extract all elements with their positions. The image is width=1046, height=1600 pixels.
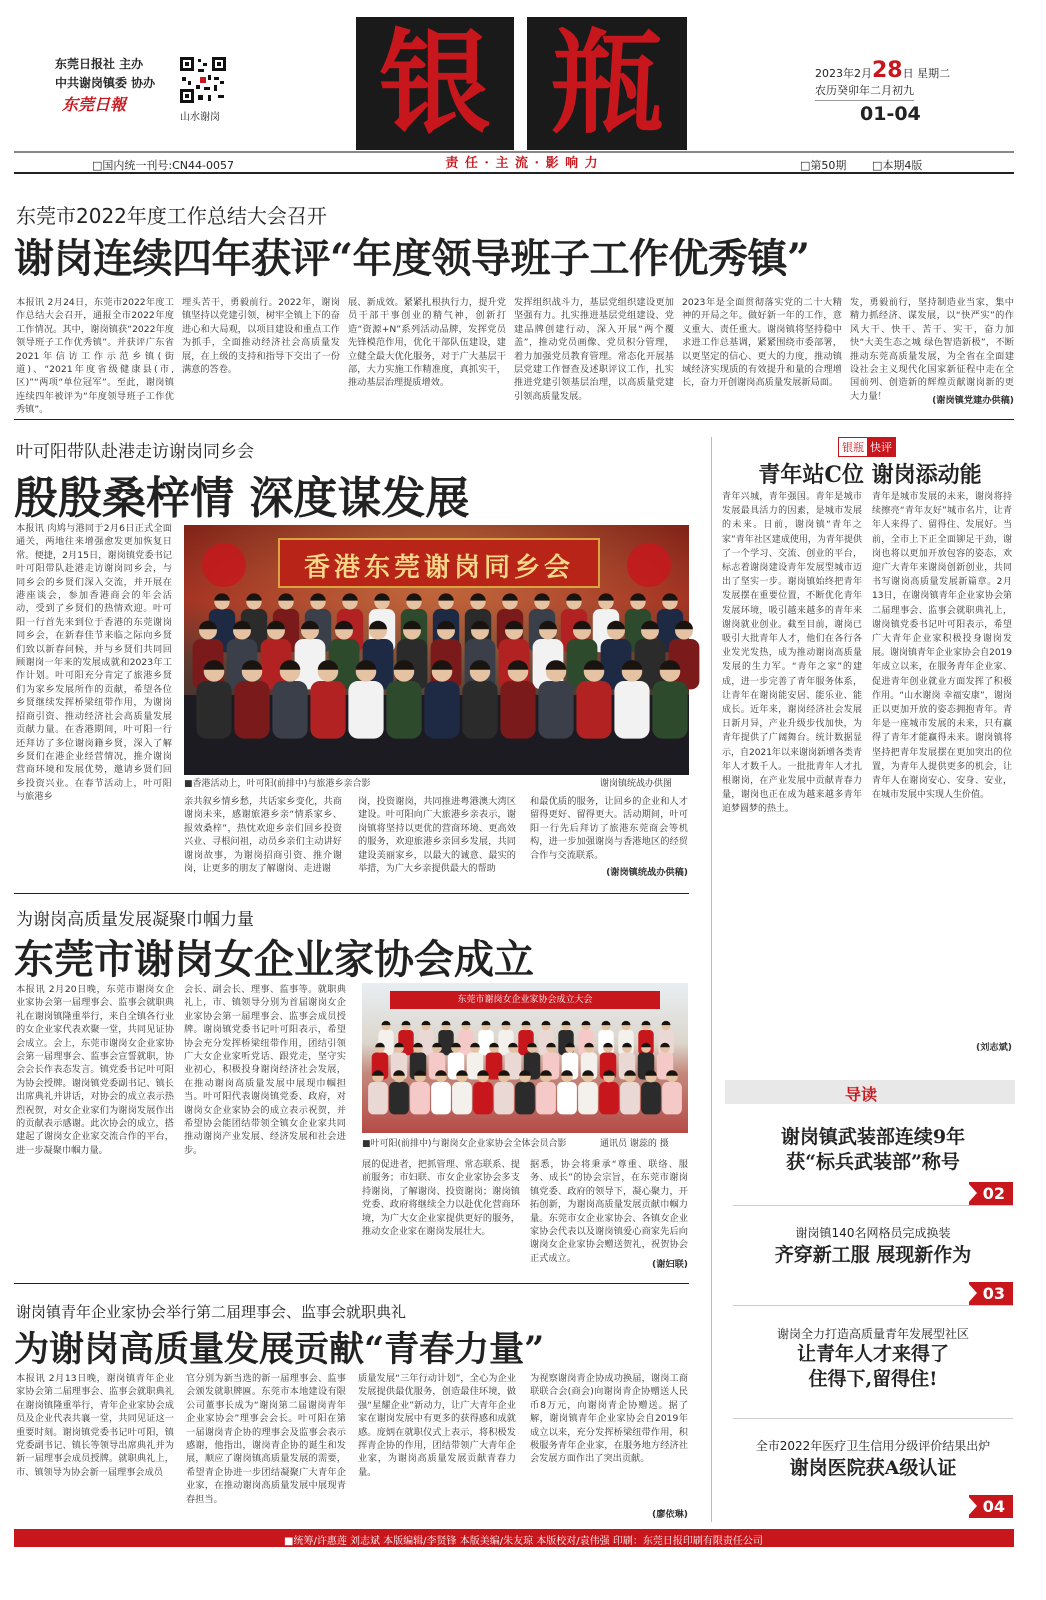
guide-item-2-kicker: 谢岗镇140名网格员完成换装 [795,1226,951,1240]
article3-photo-caption: ■叶可阳(前排中)与谢岗女企业家协会全体会员合影 [362,1139,567,1149]
date-prefix: 2023年2月 [815,67,872,80]
article1-col-4: 发挥组织战斗力，基层党组织建设更加坚强有力。扎实推进基层党组建设、党建品牌创建行动，深入开展“两个覆盖”，推动党员画像、党员积分管理，着力加强党员教育管理。常态化开展基层党建工作督查及述职评议工作，扎实推进党建引领基层治理，以高质量党建引领高质量发展。 [514,297,674,402]
article1-kicker: 东莞市2022年度工作总结大会召开 [16,204,327,228]
guide-item-3-line2: 住得下,留得住! [808,1368,938,1390]
masthead-title-char-2: 瓶 [551,17,663,149]
article4-credit: (廖依琳) [652,1509,688,1520]
newspaper-logo: 东莞日報 [62,95,127,114]
article1-headline: 谢岗连续四年获评“年度领导班子工作优秀镇” [14,235,810,282]
section-divider-2 [14,893,689,894]
article1-col-3: 展、新成效。紧紧扎根执行力，提升党员干部干事创业的精气神，创新打造“资源+N”系列活动品牌，发挥党员先锋模范作用，优化干部队伍建设，建立健全最大优化服务，对于广大基层干部，大力实施工作精准度，真抓实干，推动基层治理提质增效。 [348,297,506,389]
masthead-title-char-1: 银 [379,17,491,149]
article3-kicker: 为谢岗高质量发展凝聚巾帼力量 [16,910,254,930]
article1-credit: (谢岗镇党建办供稿) [932,395,1014,406]
article3-photo-credit: 通讯员 谢蕊的 摄 [600,1139,669,1149]
article4-col-1: 本报讯 2月13日晚，谢岗镇青年企业家协会第二届理事会、监事会就职典礼在谢岗镇隆重举行，青年企业家协会成员及企业代表共襄一堂，共同见证这一重要时刻。谢岗镇党委书记叶可阳，镇党委副书记、镇长等领导出席典礼并为新一届理事会成员授牌。就职典礼上，市、镇领导为协会新一届理事会成员 [16,1373,174,1478]
guide-item-3[interactable] [733,1326,1013,1419]
article2-credit: (谢岗镇统战办供稿) [606,867,688,878]
guide-item-3-kicker: 谢岗全力打造高质量青年发展型社区 [776,1327,969,1341]
article4-col-3: 质量发展“三年行动计划”，全心为企业发展提供最优服务，创造最佳环境，做强“星耀企业”新动力，让广大青年企业家在谢岗发展中有更多的获得感和成就感。庞炳在就职仪式上表示，将积极发挥青企协的作用，团结带领广大青年企业家，为谢岗高质量发展贡献青春力量。 [358,1373,516,1478]
guide-item-4[interactable] [733,1438,1013,1518]
page-range: 01-04 [860,103,921,125]
article4-col-2: 官分别为新当选的新一届理事会、监事会颁发就职牌匾。东莞市本地建设有限公司董事长成为“谢岗第二届谢岗青年企业家协会”理事会会长。叶可阳在第一届谢岗青企协的理事会及监事会表示感谢，他指出，谢岗青企协的诞生和发展，顺应了谢岗镇高质量发展的需要，希望青企协进一步团结凝聚广大青年企业家，在推动谢岗高质量发展中展现青春担当。 [186,1373,346,1505]
lunar-date: 农历癸卯年二月初九 [815,82,914,101]
masthead-block-2 [527,17,687,150]
guide-item-2-line1: 齐穿新工服 展现新作为 [774,1244,972,1266]
hk-group-photo [184,525,689,775]
article3-credit: (谢妇联) [652,1259,688,1270]
guide-title-box [725,1080,1015,1104]
article3-col-4: 据悉，协会将秉承“尊重、联络、服务、成长”的协会宗旨，在东莞市谢岗镇党委、政府的领导下，凝心聚力，开拓创新，为谢岗高质量发展贡献巾帼力量。东莞市女企业家协会、各镇女企业家协会代表以及谢岗镇爱心商家先后向谢岗女企业家协会赠送贺礼，祝贺协会正式成立。 [530,1159,688,1264]
article1-col-5: 2023年是全面贯彻落实党的二十大精神的开局之年。做好新一年的工作，意义重大、责任重大。谢岗镇将坚持稳中求进工作总基调，紧紧围绕市委部署，以更坚定的信心、更大的力度，推动镇域经济实现质的有效提升和量的合理增长，奋力开创谢岗高质量发展新局面。 [682,297,842,389]
masthead-rule [14,151,1014,153]
sidebar-vertical-rule [711,437,712,1522]
article2-photo-caption: ■香港活动上，叶可阳(前排中)与旅港乡亲合影 [184,779,371,789]
guide-item-1-line1: 谢岗镇武装部连续9年 [780,1126,966,1148]
commentary-tag-right: 快评 [867,438,895,456]
edition-count: □本期4版 [872,159,923,172]
date-line [815,58,950,83]
date-day: 28 [872,58,903,83]
article3-headline: 东莞市谢岗女企业家协会成立 [14,936,534,983]
masthead-bottom-rule [14,172,1014,174]
women-banner: 东莞市谢岗女企业家协会成立大会 [390,991,660,1009]
article2-headline: 殷殷桑梓情 深度谋发展 [14,473,470,524]
guide-item-1-page[interactable]: 02 [969,1182,1013,1205]
guide-title: 导读 [845,1085,878,1104]
guide-item-2[interactable] [733,1225,1013,1306]
masthead-slogan: 责 任 · 主 流 · 影 响 力 [445,156,599,171]
guide-item-3-line1: 让青年人才来得了 [796,1343,949,1365]
article4-headline: 为谢岗高质量发展贡献“青春力量” [14,1329,545,1370]
article2-photo-credit: 谢岗镇统战办供图 [600,779,673,789]
qr-code-icon [178,55,228,105]
section-divider-1 [14,419,1014,420]
women-association-photo [362,983,688,1133]
article2-col-1: 本报讯 肉鸠与港同于2月6日正式全面通关，两地往来增强愈发更加恢复日常。便捷，2月15日，谢岗镇党委书记叶可阳带队赴港走访谢岗同乡会，与同乡会的乡贤们深入交流，并开展在港座谈会，参加香港商会的年会活动，受到了乡贤们的热情欢迎。叶可阳一行首先来到位于香港的东莞谢岗同乡会，在新春佳节来临之际向乡贤们致以新春问候，并与乡贤们共同回顾谢岗一年来的发展成就和2023年工作计划。叶可阳充分肯定了旅港乡贤们为家乡发展所作的贡献，希望各位乡贤继续发挥桥梁纽带作用，为谢岗招商引资、推动经济社会高质量发展贡献力量。在香港期间，叶可阳一行还拜访了多位谢岗籍乡贤，深入了解乡贤们在港企业经营情况，推介谢岗营商环境和发展优势，邀请乡贤们回乡投资兴业。在春节活动上，叶可阳与旅港乡 [16,523,172,803]
article2-col-3: 岗，投资谢岗，共同推进粤港澳大湾区建设。叶可阳向广大旅港乡亲表示，谢岗镇将坚持以更优的营商环境、更高效的服务，欢迎旅港乡亲回乡发展，共同建设美丽家乡，以最大的诚意、最实的举措，为广大乡亲提供最大的帮助 [358,796,516,875]
article1-col-1: 本报讯 2月24日，东莞市2022年度工作总结大会召开，通报全市2022年度工作情况。其中，谢岗镇获“2022年度领导班子工作优秀镇”。并获评广东省2021年信访工作示范乡镇(街道)、“2021年度省级健康县(市,区)”“两项“单位冠军”。至此，谢岗镇连续四年被评为“年度领导班子工作优秀镇”。 [16,297,174,416]
commentary-tag-left: 银瓶 [842,441,864,454]
sidebar-headline: 青年站C位 谢岗添动能 [758,462,982,488]
issue-number: □第50期 [800,159,847,172]
guide-item-1[interactable] [733,1125,1013,1206]
section-divider-3 [14,1283,689,1284]
article3-col-3: 展的促进者，把抓管理、常态联系、提前服务；市妇联、市女企业家协会多支持谢岗，了解谢岗、投资谢岗；谢岗镇党委、政府将继续全力以赴优化营商环境，为广大女企业家提供更好的服务，推动女企业家在谢岗发展壮大。 [362,1159,520,1238]
guide-item-4-page[interactable]: 04 [969,1495,1013,1518]
article1-col-2: 埋头苦干，勇毅前行。2022年，谢岗镇坚持以党建引领，树牢全镇上下的奋进心和大局观，以项目建设和重点工作为抓手，全面推动经济社会高质量发展，在上级的支持和指导下交出了一份满意的答卷。 [182,297,340,376]
hk-banner-text: 香港东莞谢岗同乡会 [303,553,574,583]
footer-bar [14,1529,1014,1547]
article4-kicker: 谢岗镇青年企业家协会举行第二届理事会、监事会就职典礼 [16,1303,407,1321]
date-suffix: 日 星期二 [902,67,951,80]
article2-kicker: 叶可阳带队赴港走访谢岗同乡会 [16,442,254,462]
article3-col-1: 本报讯 2月20日晚，东莞市谢岗女企业家协会第一届理事会、监事会就职典礼在谢岗镇隆重举行，来自全镇各行业的女企业家代表欢聚一堂，共同见证协会成立。会上，东莞市谢岗女企业家协会第一届理事会、监事会宣誓就职，协会会长作表态发言。镇党委书记叶可阳为协会授牌。谢岗镇党委副书记、镇长出席典礼并讲话，对协会的成立表示热烈祝贺，对女企业家们为谢岗发展作出的贡献表示感谢。此次协会的成立，搭建起了谢岗女企业家交流合作的平台，进一步凝聚巾帼力量。 [16,984,174,1156]
guide-item-4-kicker: 全市2022年医疗卫生信用分级评价结果出炉 [755,1439,991,1453]
commentary-tag [838,437,896,457]
article1-col-6: 发，勇毅前行，坚持制造业当家，集中精力抓经济、谋发展，以“快严实”的作风大干、快干、苦干、实干，奋力加快“大美生态之城 绿色智造新极”，不断推动东莞高质量发展，为全省在全面建设社会主义现代化国家新征程中走在全国前列、创造新的辉煌贡献谢岗新的更大力量！ [850,297,1014,402]
article2-col-2: 亲共叙乡情乡愁，共话家乡变化，共商谢岗未来，感谢旅港乡亲“情系家乡、报效桑梓”，热忱欢迎乡亲们回乡投资兴业、寻根问祖，动员乡亲们主动讲好谢岗故事，为谢岗招商引资、推介谢岗，让更多的朋友了解谢岗、走进谢 [184,796,342,875]
sponsor-line-2: 中共谢岗镇委 协办 [55,76,156,90]
sidebar-credit: (刘志斌) [976,1042,1012,1053]
guide-item-1-line2: 获“标兵武装部”称号 [786,1151,960,1173]
article3-col-2: 会长、副会长、理事、监事等。就职典礼上，市、镇领导分别为首届谢岗女企业家协会第一届理事会、监事会成员授牌。谢岗镇党委书记叶可阳表示，希望协会充分发挥桥梁纽带作用，团结引领广大女企业家听党话、跟党走，坚守实业初心，积极投身谢岗经济社会发展，在推动谢岗高质量发展中展现巾帼担当。叶可阳代表谢岗镇党委、政府，对谢岗女企业家协会的成立表示祝贺，并希望协会能团结带领全镇女企业家共同推动谢岗产业发展、经济发展和社会进步。 [184,984,346,1156]
sponsor-line-1: 东莞日报社 主办 [55,57,144,71]
guide-item-2-page[interactable]: 03 [969,1282,1013,1305]
cn-number: □国内统一刊号:CN44-0057 [92,159,234,172]
article4-col-4: 为视察谢岗青企协成功换届，谢岗工商联联合会(商会)向谢岗青企协赠送人民币8万元，向谢岗青企协赠送。据了解，谢岗镇青年企业家协会自2019年成立以来，充分发挥桥梁纽带作用，积极服务青年企业家，在服务地方经济社会发展方面作出了突出贡献。 [530,1373,688,1465]
guide-item-4-line1: 谢岗医院获A级认证 [789,1457,957,1479]
sidebar-col-1: 青年兴城，青年强国。青年是城市发展最具活力的因素，是城市发展的未来。日前，谢岗镇“青年之家”青年社区建成使用，为青年提供了一个学习、交流、创业的平台，标志着谢岗建设青年发展型城市迈出了坚实一步。谢岗镇始终把青年发展摆在重要位置，不断优化青年发展环境，吸引越来越多的青年来谢岗就业创业。截至目前，谢岗已吸引大批青年人才，他们在各行各业发光发热，成为推动谢岗高质量发展的生力军。“青年之家”的建成，进一步完善了青年服务体系，让青年在谢岗能安居、能乐业、能成长。近年来，谢岗经济社会发展日新月异，产业升级步伐加快，为青年提供了广阔舞台。统计数据显示，自2021年以来谢岗新增各类青年人才数千人。一批批青年人才扎根谢岗，在产业发展中贡献青春力量，谢岗也正在成为越来越多青年追梦圆梦的热土。 [722,492,862,815]
footer-text: ■统筹/许惠莲 刘志斌 本版编辑/李贤锋 本版美编/朱友琼 本版校对/袁伟强 印刷：东莞日报印刷有限责任公司 [284,1536,763,1547]
article2-col-4: 和最优质的服务，让回乡的企业和人才留得更好、留得更大。活动期间，叶可阳一行先后拜访了旅港东莞商会等机构，进一步加强谢岗与香港地区的经贸合作与交流联系。 [530,796,688,861]
qr-label: 山水谢岗 [180,112,220,123]
masthead-block-1 [356,17,514,150]
sidebar-col-2: 青年是城市发展的未来，谢岗将持续擦亮“青年友好”城市名片，让青年人来得了、留得住、发展好。当前，全市上下正全面铆足干劲，谢岗也将以更加开放包容的姿态，欢迎广大青年来谢岗创新创业，共同书写谢岗高质量发展新篇章。2月13日，在谢岗镇青年企业家协会第二届理事会、监事会就职典礼上，谢岗镇党委书记叶可阳表示，希望广大青年企业家积极投身谢岗发展。谢岗镇青年企业家协会自2019年成立以来，在服务青年企业家、促进青年创业就业方面发挥了积极作用。“山水谢岗 幸福安康”，谢岗正以更加开放的姿态拥抱青年。青年是一座城市发展的未来，只有赢得了青年才能赢得未来。谢岗镇将坚持把青年发展摆在更加突出的位置，为青年人提供更多的机会，让青年人在谢岗安心、安身、安业，在城市发展中实现人生价值。 [872,492,1012,801]
